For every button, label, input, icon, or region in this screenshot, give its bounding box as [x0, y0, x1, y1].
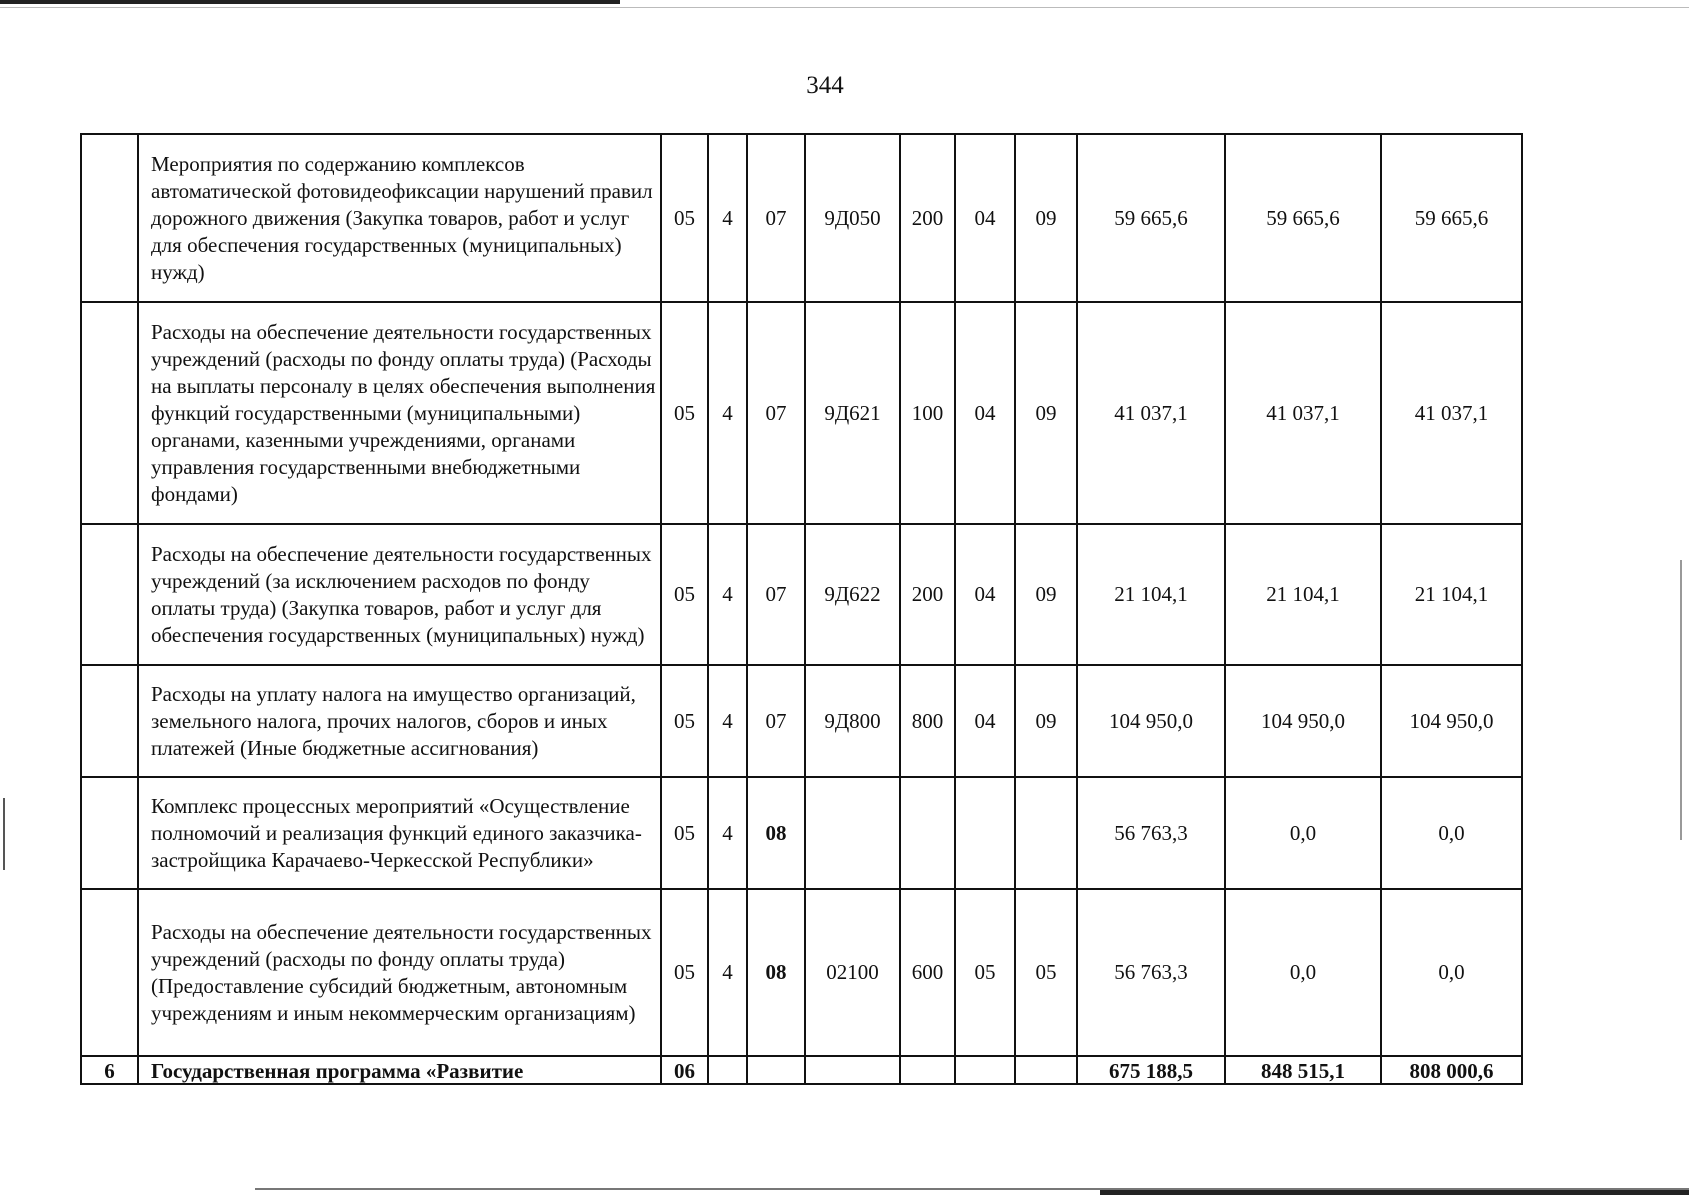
code-complex: 07 — [747, 302, 805, 524]
row-index — [81, 777, 138, 889]
code-subsection: 05 — [1015, 889, 1077, 1056]
table-row — [81, 889, 1522, 1056]
amount-year-2: 41 037,1 — [1225, 302, 1381, 524]
code-complex: 07 — [747, 134, 805, 302]
scan-edge-top-thin — [0, 7, 1689, 8]
code-direction — [805, 1056, 900, 1084]
amount-year-3: 0,0 — [1381, 889, 1522, 1056]
row-description: Расходы на обеспечение деятельности государственных учреждений (за исключением расходов по фонду оплаты труда) (Закупка товаров, работ и услуг для обеспечения государственных (муниципальных) нужд) — [138, 524, 661, 665]
code-type — [708, 1056, 747, 1084]
row-description: Государственная программа «Развитие — [138, 1056, 661, 1084]
code-expense-type: 100 — [900, 302, 955, 524]
code-type: 4 — [708, 302, 747, 524]
code-section — [955, 1056, 1015, 1084]
amount-year-2: 848 515,1 — [1225, 1056, 1381, 1084]
row-index — [81, 524, 138, 665]
code-type: 4 — [708, 777, 747, 889]
code-section: 05 — [955, 889, 1015, 1056]
code-program: 05 — [661, 524, 708, 665]
page-number: 344 — [806, 72, 844, 99]
code-complex — [747, 1056, 805, 1084]
code-section: 04 — [955, 302, 1015, 524]
row-index — [81, 665, 138, 777]
amount-year-1: 41 037,1 — [1077, 302, 1225, 524]
code-direction: 9Д800 — [805, 665, 900, 777]
code-subsection — [1015, 777, 1077, 889]
code-expense-type: 200 — [900, 524, 955, 665]
code-direction: 02100 — [805, 889, 900, 1056]
code-expense-type: 600 — [900, 889, 955, 1056]
amount-year-3: 21 104,1 — [1381, 524, 1522, 665]
code-complex: 08 — [747, 889, 805, 1056]
code-section: 04 — [955, 524, 1015, 665]
budget-table — [80, 133, 1523, 1085]
code-program: 05 — [661, 134, 708, 302]
code-section: 04 — [955, 134, 1015, 302]
row-description: Комплекс процессных мероприятий «Осуществление полномочий и реализация функций единого заказчика-застройщика Карачаево-Черкесской Республики» — [138, 777, 661, 889]
row-description: Расходы на уплату налога на имущество организаций, земельного налога, прочих налогов, сборов и иных платежей (Иные бюджетные ассигнования) — [138, 665, 661, 777]
row-index: 6 — [81, 1056, 138, 1084]
code-subsection: 09 — [1015, 665, 1077, 777]
scan-mark-right — [1680, 560, 1682, 840]
amount-year-2: 21 104,1 — [1225, 524, 1381, 665]
code-type: 4 — [708, 524, 747, 665]
code-direction: 9Д050 — [805, 134, 900, 302]
amount-year-3: 41 037,1 — [1381, 302, 1522, 524]
code-complex: 08 — [747, 777, 805, 889]
code-program: 05 — [661, 302, 708, 524]
row-index — [81, 134, 138, 302]
code-type: 4 — [708, 134, 747, 302]
amount-year-1: 675 188,5 — [1077, 1056, 1225, 1084]
amount-year-1: 59 665,6 — [1077, 134, 1225, 302]
code-program: 05 — [661, 665, 708, 777]
code-subsection: 09 — [1015, 302, 1077, 524]
table-row — [81, 302, 1522, 524]
code-direction — [805, 777, 900, 889]
row-index — [81, 889, 138, 1056]
table-row — [81, 524, 1522, 665]
row-description: Мероприятия по содержанию комплексов автоматической фотовидеофиксации нарушений правил дорожного движения (Закупка товаров, работ и услуг для обеспечения государственных (муниципальных) нужд) — [138, 134, 661, 302]
code-complex: 07 — [747, 524, 805, 665]
code-expense-type — [900, 1056, 955, 1084]
row-description: Расходы на обеспечение деятельности государственных учреждений (расходы по фонду оплаты труда) (Расходы на выплаты персоналу в целях обеспечения выполнения функций государственными (муниципальными) органами, казенными учреждениями, органами управления государственными внебюджетными фондами) — [138, 302, 661, 524]
code-section: 04 — [955, 665, 1015, 777]
code-section — [955, 777, 1015, 889]
code-expense-type — [900, 777, 955, 889]
amount-year-3: 104 950,0 — [1381, 665, 1522, 777]
amount-year-1: 21 104,1 — [1077, 524, 1225, 665]
code-type: 4 — [708, 889, 747, 1056]
scan-edge-top — [0, 0, 620, 4]
table-row — [81, 665, 1522, 777]
table-row — [81, 777, 1522, 889]
amount-year-1: 104 950,0 — [1077, 665, 1225, 777]
code-direction: 9Д621 — [805, 302, 900, 524]
table-row — [81, 134, 1522, 302]
code-expense-type: 200 — [900, 134, 955, 302]
amount-year-1: 56 763,3 — [1077, 889, 1225, 1056]
code-expense-type: 800 — [900, 665, 955, 777]
scan-mark-left — [3, 798, 5, 870]
scan-edge-bottom-thick — [1100, 1190, 1689, 1195]
row-index — [81, 302, 138, 524]
code-subsection: 09 — [1015, 134, 1077, 302]
code-program: 05 — [661, 777, 708, 889]
row-description: Расходы на обеспечение деятельности государственных учреждений (расходы по фонду оплаты труда) (Предоставление субсидий бюджетным, автономным учреждениям и иным некоммерческим организациям) — [138, 889, 661, 1056]
code-type: 4 — [708, 665, 747, 777]
code-program: 06 — [661, 1056, 708, 1084]
code-program: 05 — [661, 889, 708, 1056]
code-complex: 07 — [747, 665, 805, 777]
code-subsection — [1015, 1056, 1077, 1084]
amount-year-2: 0,0 — [1225, 777, 1381, 889]
amount-year-2: 0,0 — [1225, 889, 1381, 1056]
amount-year-3: 808 000,6 — [1381, 1056, 1522, 1084]
amount-year-3: 0,0 — [1381, 777, 1522, 889]
amount-year-2: 104 950,0 — [1225, 665, 1381, 777]
amount-year-2: 59 665,6 — [1225, 134, 1381, 302]
amount-year-1: 56 763,3 — [1077, 777, 1225, 889]
code-direction: 9Д622 — [805, 524, 900, 665]
table-row-program-total — [81, 1056, 1522, 1084]
code-subsection: 09 — [1015, 524, 1077, 665]
amount-year-3: 59 665,6 — [1381, 134, 1522, 302]
